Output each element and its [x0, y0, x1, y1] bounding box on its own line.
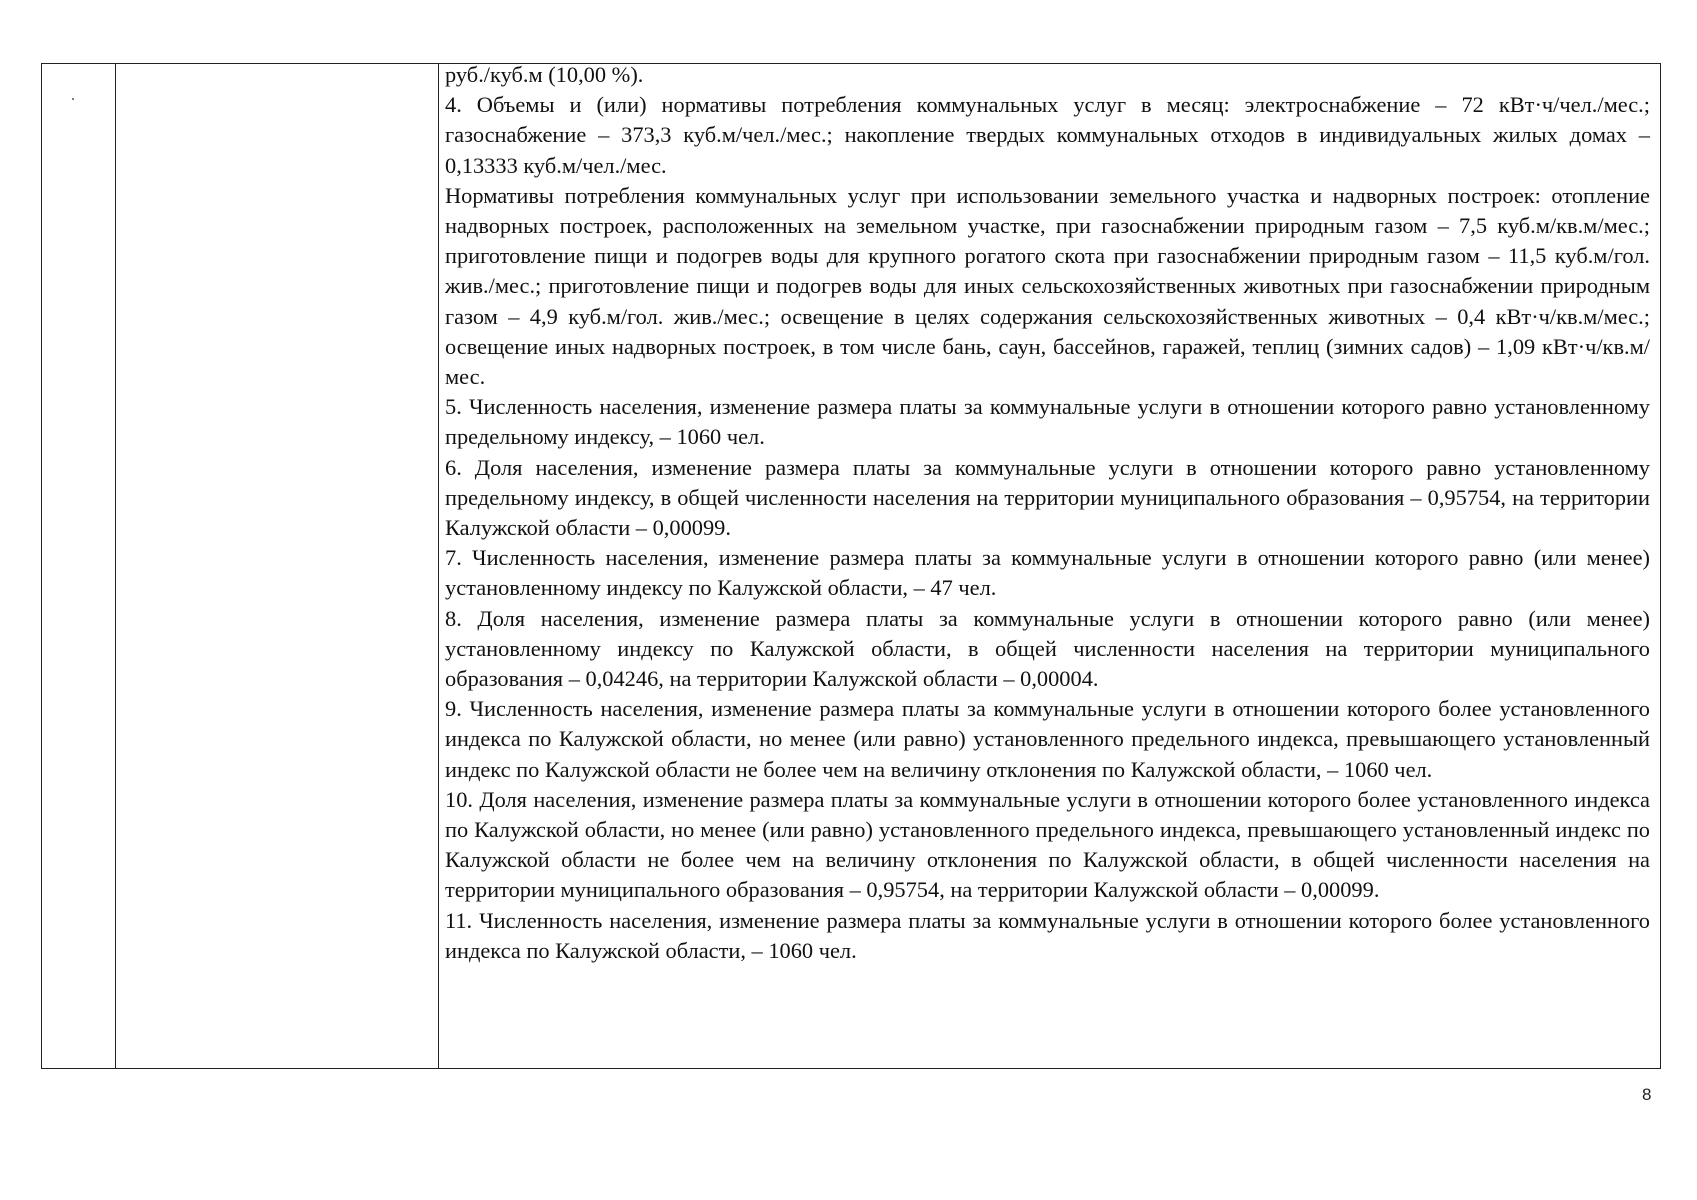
scan-speck [72, 98, 74, 100]
page-number: 8 [1642, 1085, 1652, 1104]
paragraph-item-6: 6. Доля населения, изменение размера платы за коммунальные услуги в отношении которого равно установленному предельному индексу, в общей численности населения на территории муниципального образования – 0,95754, на территории Калужской области – 0,00099. [445, 454, 1650, 541]
table-column-content [439, 64, 1660, 1068]
paragraph-item-10: 10. Доля населения, изменение размера платы за коммунальные услуги в отношении которого более установленного индекса по Калужской области, но менее (или равно) установленного предельного индекса, превышающего установленный индекс по Калужской области не более чем на величину отклонения по Калужской области, в общей численности населения на территории муниципального образования – 0,95754, на территории Калужской области – 0,00099. [445, 786, 1650, 903]
paragraph-norms: Нормативы потребления коммунальных услуг при использовании земельного участка и надворных построек: отопление надворных построек, расположенных на земельном участке, при газоснабжении природным газом – 7,5 куб.м/кв.м/мес.; приготовление пищи и подогрев воды для крупного рогатого скота при газоснабжении природным газом – 11,5 куб.м/гол. жив./мес.; приготовление пищи и подогрев воды для иных сельскохозяйственных животных при газоснабжении природным газом – 4,9 куб.м/гол. жив./мес.; освещение в целях содержания сельскохозяйственных животных – 0,4 кВт·ч/кв.м/мес.; освещение иных надворных построек, в том числе бань, саун, бассейнов, гаражей, теплиц (зимних садов) – 1,09 кВт·ч/кв.м/мес. [445, 182, 1650, 390]
paragraph-item-9: 9. Численность населения, изменение размера платы за коммунальные услуги в отношении которого более установленного индекса по Калужской области, но менее (или равно) установленного предельного индекса, превышающего установленный индекс по Калужской области не более чем на величину отклонения по Калужской области, – 1060 чел. [445, 696, 1650, 782]
paragraph-item-8: 8. Доля населения, изменение размера платы за коммунальные услуги в отношении которого равно (или менее) установленному индексу по Калужской области, в общей численности населения на территории муниципального образования – 0,04246, на территории Калужской области – 0,00004. [445, 605, 1650, 692]
paragraph-item-5: 5. Численность населения, изменение размера платы за коммунальные услуги в отношении которого равно установленному предельному индексу, – 1060 чел. [445, 394, 1650, 450]
table-column-name [116, 64, 439, 1068]
paragraph-item-11: 11. Численность населения, изменение размера платы за коммунальные услуги в отношении которого более установленного индекса по Калужской области, – 1060 чел. [445, 907, 1650, 963]
document-table [41, 63, 1661, 1069]
paragraph-item-4: 4. Объемы и (или) нормативы потребления коммунальных услуг в месяц: электроснабжение – 72 кВт·ч/чел./мес.; газоснабжение – 373,3 куб.м/чел./мес.; накопление твердых коммунальных отходов в индивидуальных жилых домах – 0,13333 куб.м/чел./мес. [445, 92, 1650, 178]
paragraph-continuation: руб./куб.м (10,00 %). [445, 64, 644, 87]
paragraph-item-7: 7. Численность населения, изменение размера платы за коммунальные услуги в отношении которого равно (или менее) установленному индексу по Калужской области, – 47 чел. [445, 545, 1650, 601]
table-column-number [42, 64, 116, 1068]
